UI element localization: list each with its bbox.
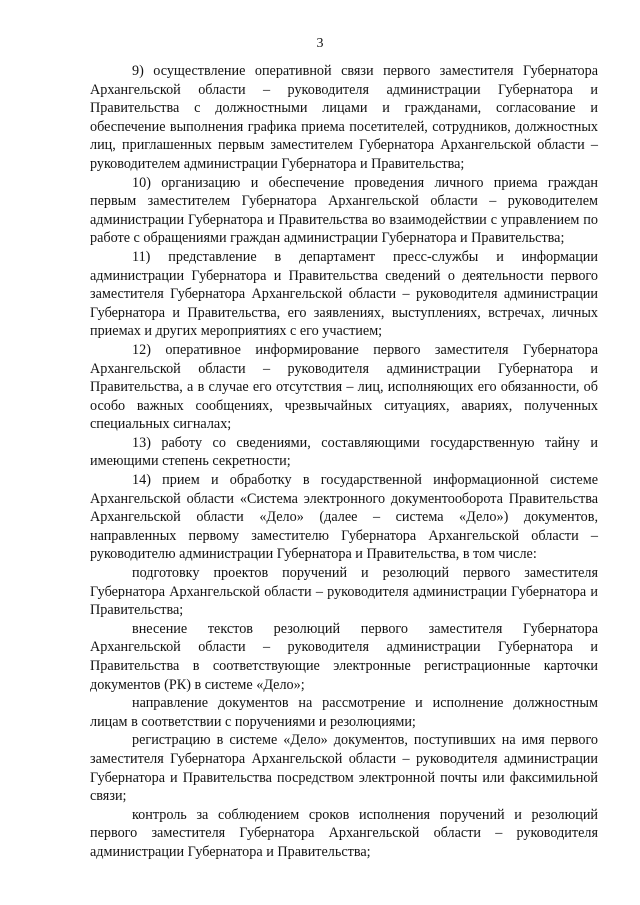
paragraph-item-13: 13) работу со сведениями, составляющими государственную тайну и имеющими степень секретности; <box>90 434 598 470</box>
paragraph-item-9: 9) осуществление оперативной связи первого заместителя Губернатора Архангельской области – руководителя администрации Губернатора и Правительства с должностными лицами и гражданами, согласование и обеспечение выполнения графика приема посетителей, сотрудников, должностных лиц, приглашенных первым заместителем Губернатора Архангельской области – руководителем администрации Губернатора и Правительства; <box>90 63 598 172</box>
subitem-route-documents: направление документов на рассмотрение и исполнение должностным лицам в соответствии с поручениями и резолюциями; <box>90 695 598 730</box>
document-body <box>90 62 598 862</box>
page-number: 3 <box>316 36 324 51</box>
subitem-register-documents: регистрацию в системе «Дело» документов, поступивших на имя первого заместителя Губернатора Архангельской области – руководителя администрации Губернатора и Правительства посредством электронной почты или факсимильной связи; <box>90 732 598 805</box>
paragraph-item-12: 12) оперативное информирование первого заместителя Губернатора Архангельской области – руководителя администрации Губернатора и Правительства, а в случае его отсутствия – лиц, исполняющих его обязанности, об особо важных сообщениях, чрезвычайных ситуациях, авариях, полученных специальных сигналах; <box>90 341 598 433</box>
subitem-deadline-control: контроль за соблюдением сроков исполнения поручений и резолюций первого заместителя Губернатора Архангельской области – руководителя администрации Губернатора и Правительства; <box>90 806 598 860</box>
subitem-enter-resolutions: внесение текстов резолюций первого заместителя Губернатора Архангельской области – руководителя администрации Губернатора и Правительства в соответствующие электронные регистрационные карточки документов (РК) в системе «Дело»; <box>90 620 598 693</box>
paragraph-item-10: 10) организацию и обеспечение проведения личного приема граждан первым заместителем Губернатора Архангельской области – руководителем администрации Губернатора и Правительства во взаимодействии с управлением по работе с обращениями граждан администрации Губернатора и Правительства; <box>90 174 598 247</box>
subitem-draft-resolutions: подготовку проектов поручений и резолюций первого заместителя Губернатора Архангельской области – руководителя администрации Губернатора и Правительства; <box>90 565 598 619</box>
paragraph-item-11: 11) представление в департамент пресс-службы и информации администрации Губернатора и Правительства сведений о деятельности первого заместителя Губернатора Архангельской области – руководителя администрации Губернатора и Правительства, его заявлениях, выступлениях, встречах, личных приемах и других мероприятиях с его участием; <box>90 248 598 340</box>
paragraph-item-14: 14) прием и обработку в государственной информационной системе Архангельской области «Система электронного документооборота Правительства Архангельской области «Дело» (далее – система «Дело») документов, направленных первому заместителю Губернатора Архангельской области – руководителю администрации Губернатора и Правительства, в том числе: <box>90 472 598 563</box>
